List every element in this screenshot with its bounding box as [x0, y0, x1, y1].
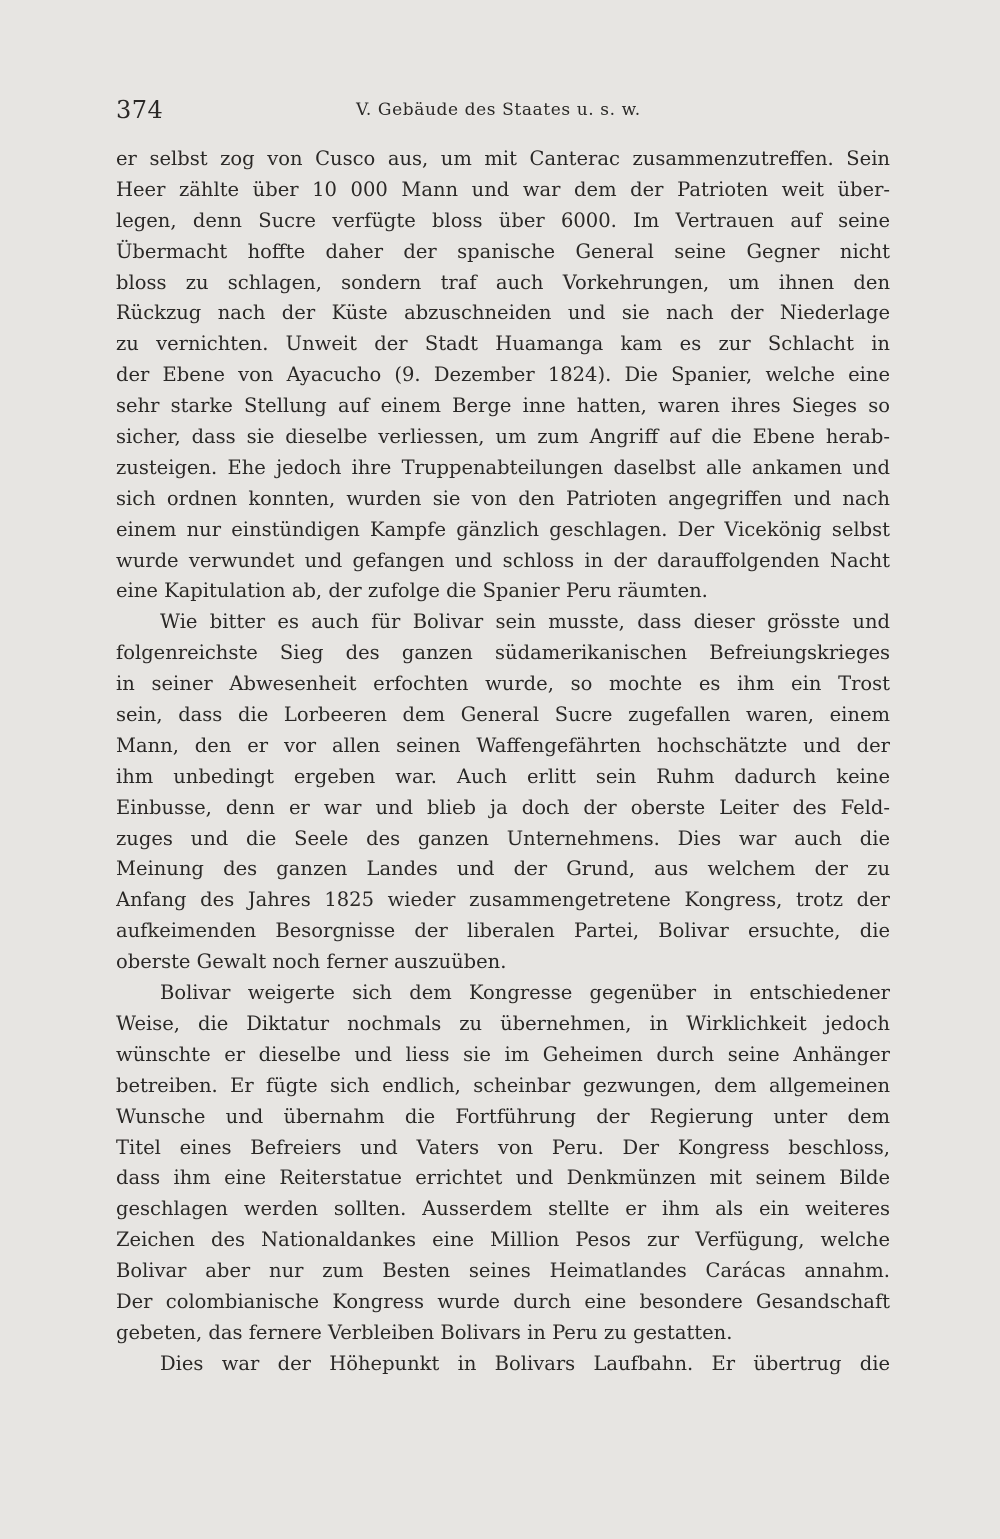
- text-line: sein, dass die Lorbeeren dem General Sucre zugefallen waren, einem: [116, 703, 890, 727]
- text-line: zusteigen. Ehe jedoch ihre Truppenabteilungen daselbst alle ankamen und: [116, 455, 890, 479]
- text-line: Heer zählte über 10 000 Mann und war dem der Patrioten weit über-: [116, 177, 890, 201]
- text-line: Zeichen des Nationaldankes eine Million Pesos zur Verfügung, welche: [116, 1228, 890, 1252]
- text-line: Bolivar aber nur zum Besten seines Heimatlandes Carácas annahm.: [116, 1259, 890, 1283]
- text-line: geschlagen werden sollten. Ausserdem stellte er ihm als ein weiteres: [116, 1197, 890, 1221]
- text-line: Wie bitter es auch für Bolivar sein musste, dass dieser grösste und: [160, 610, 890, 634]
- text-line: Dies war der Höhepunkt in Bolivars Laufbahn. Er übertrug die: [160, 1351, 890, 1375]
- running-head: V. Gebäude des Staates u. s. w.: [356, 100, 641, 120]
- text-line: folgenreichste Sieg des ganzen südamerikanischen Befreiungskrieges: [116, 641, 890, 665]
- text-line: zuges und die Seele des ganzen Unternehmens. Dies war auch die: [116, 826, 890, 850]
- page-header: [116, 96, 890, 128]
- text-line: sicher, dass sie dieselbe verliessen, um zum Angriff auf die Ebene herab-: [116, 425, 890, 449]
- text-line: legen, denn Sucre verfügte bloss über 6000. Im Vertrauen auf seine: [116, 208, 890, 232]
- text-line: oberste Gewalt noch ferner auszuüben.: [116, 950, 507, 974]
- page-number: 374: [116, 96, 164, 124]
- text-line: wünschte er dieselbe und liess sie im Geheimen durch seine Anhänger: [116, 1042, 890, 1066]
- text-line: Titel eines Befreiers und Vaters von Peru. Der Kongress beschloss,: [116, 1135, 890, 1159]
- text-line: Übermacht hoffte daher der spanische General seine Gegner nicht: [116, 239, 890, 263]
- text-line: Der colombianische Kongress wurde durch eine besondere Gesandschaft: [116, 1289, 890, 1313]
- text-line: Rückzug nach der Küste abzuschneiden und sie nach der Niederlage: [116, 301, 890, 325]
- text-line: sich ordnen konnten, wurden sie von den Patrioten angegriffen und nach: [116, 486, 890, 510]
- text-line: ihm unbedingt ergeben war. Auch erlitt sein Ruhm dadurch keine: [116, 764, 890, 788]
- text-line: gebeten, das fernere Verbleiben Bolivars in Peru zu gestatten.: [116, 1320, 733, 1344]
- text-line: der Ebene von Ayacucho (9. Dezember 1824). Die Spanier, welche eine: [116, 363, 890, 387]
- text-line: Einbusse, denn er war und blieb ja doch der oberste Leiter des Feld-: [116, 795, 890, 819]
- paragraph: [116, 1349, 890, 1380]
- text-line: Wunsche und übernahm die Fortführung der Regierung unter dem: [116, 1104, 890, 1128]
- text-line: Weise, die Diktatur nochmals zu übernehmen, in Wirklichkeit jedoch: [116, 1011, 890, 1035]
- body-text: [116, 144, 890, 1380]
- text-line: betreiben. Er fügte sich endlich, scheinbar gezwungen, dem allgemeinen: [116, 1073, 890, 1097]
- text-line: dass ihm eine Reiterstatue errichtet und Denkmünzen mit seinem Bilde: [116, 1166, 890, 1190]
- text-line: Anfang des Jahres 1825 wieder zusammengetretene Kongress, trotz der: [116, 888, 890, 912]
- text-line: eine Kapitulation ab, der zufolge die Spanier Peru räumten.: [116, 579, 708, 603]
- text-line: sehr starke Stellung auf einem Berge inne hatten, waren ihres Sieges so: [116, 394, 890, 418]
- paragraph: [116, 144, 890, 607]
- text-line: wurde verwundet und gefangen und schloss in der darauffolgenden Nacht: [116, 548, 890, 572]
- text-line: Bolivar weigerte sich dem Kongresse gegenüber in entschiedener: [160, 981, 890, 1005]
- paragraph: [116, 607, 890, 978]
- paragraph: [116, 978, 890, 1349]
- text-line: in seiner Abwesenheit erfochten wurde, so mochte es ihm ein Trost: [116, 672, 890, 696]
- text-line: zu vernichten. Unweit der Stadt Huamanga kam es zur Schlacht in: [116, 332, 890, 356]
- text-line: aufkeimenden Besorgnisse der liberalen Partei, Bolivar ersuchte, die: [116, 919, 890, 943]
- text-line: er selbst zog von Cusco aus, um mit Canterac zusammenzutreffen. Sein: [116, 147, 890, 170]
- text-line: einem nur einstündigen Kampfe gänzlich geschlagen. Der Vicekönig selbst: [116, 517, 890, 541]
- text-line: Mann, den er vor allen seinen Waffengefährten hochschätzte und der: [116, 733, 890, 757]
- text-line: bloss zu schlagen, sondern traf auch Vorkehrungen, um ihnen den: [116, 270, 890, 294]
- text-line: Meinung des ganzen Landes und der Grund, aus welchem der zu: [116, 857, 890, 881]
